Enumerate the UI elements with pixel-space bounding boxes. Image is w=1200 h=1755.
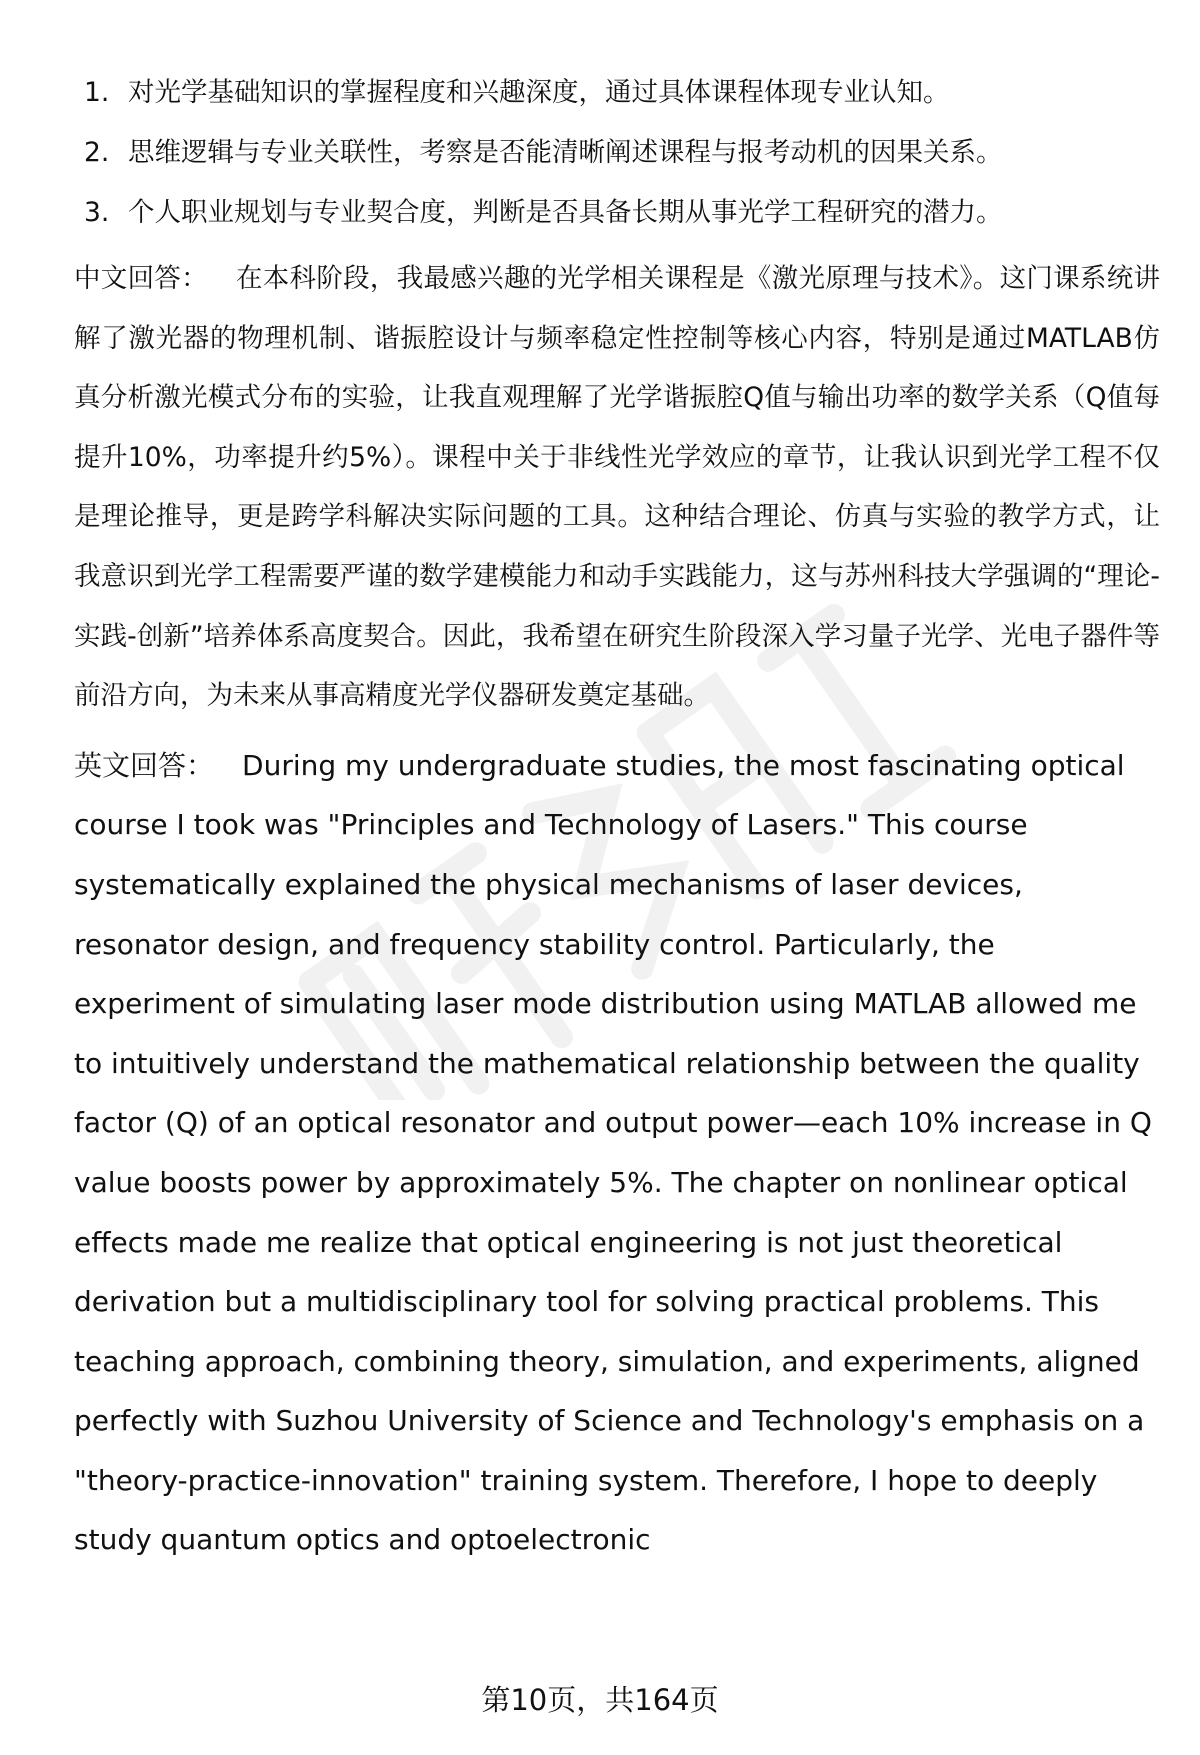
page-footer: [0, 1670, 1200, 1730]
english-answer-text: During my undergraduate studies, the most fascinating optical course I took was "Principles and Technology of Lasers." This course systematically explained the physical mechanisms of laser devices, resonator design, and frequency stability control. Particularly, the experiment of simulating laser mode distribution using MATLAB allowed me to intuitively understand the mathematical relationship between the quality factor (Q) of an optical resonator and output power—each 10% increase in Q value boosts power by approximately 5%. The chapter on nonlinear optical effects made me realize that optical engineering is not just theoretical derivation but a multidisciplinary tool for solving practical problems. This teaching approach, combining theory, simulation, and experiments, aligned perfectly with Suzhou University of Science and Technology's emphasis on a "theory-practice-innovation" training system. Therefore, I hope to deeply study quantum optics and optoelectronic: [74, 748, 1152, 1557]
list-item-text: 思维逻辑与专业关联性，考察是否能清晰阐述课程与报考动机的因果关系。: [128, 137, 1003, 168]
page-number: 第10页，共164页: [481, 1683, 719, 1717]
list-item-text: 个人职业规划与专业契合度，判断是否具备长期从事光学工程研究的潜力。: [128, 197, 1003, 228]
list-item: [74, 63, 1160, 123]
chinese-answer-paragraph: [74, 249, 1160, 726]
main-content: [74, 63, 1160, 1570]
list-item-number: 1.: [84, 77, 110, 108]
english-answer-paragraph: [74, 736, 1160, 1570]
list-item: [74, 123, 1160, 183]
chinese-answer-text: 在本科阶段，我最感兴趣的光学相关课程是《激光原理与技术》。这门课系统讲解了激光器的物理机制、谐振腔设计与频率稳定性控制等核心内容，特别是通过MATLAB仿真分析激光模式分布的实验，让我直观理解了光学谐振腔Q值与输出功率的数学关系（Q值每提升10%，功率提升约5%）。课程中关于非线性光学效应的章节，让我认识到光学工程不仅是理论推导，更是跨学科解决实际问题的工具。这种结合理论、仿真与实验的教学方式，让我意识到光学工程需要严谨的数学建模能力和动手实践能力，这与苏州科技大学强调的“理论-实践-创新”培养体系高度契合。因此，我希望在研究生阶段深入学习量子光学、光电子器件等前沿方向，为未来从事高精度光学仪器研发奠定基础。: [74, 263, 1161, 712]
list-item-text: 对光学基础知识的掌握程度和兴趣深度，通过具体课程体现专业认知。: [128, 77, 950, 108]
english-answer-label: 英文回答：: [74, 748, 215, 782]
evaluation-criteria-list: [74, 63, 1160, 243]
list-item-number: 2.: [84, 137, 110, 168]
list-item: [74, 183, 1160, 243]
list-item-number: 3.: [84, 197, 110, 228]
chinese-answer-label: 中文回答：: [74, 263, 208, 294]
